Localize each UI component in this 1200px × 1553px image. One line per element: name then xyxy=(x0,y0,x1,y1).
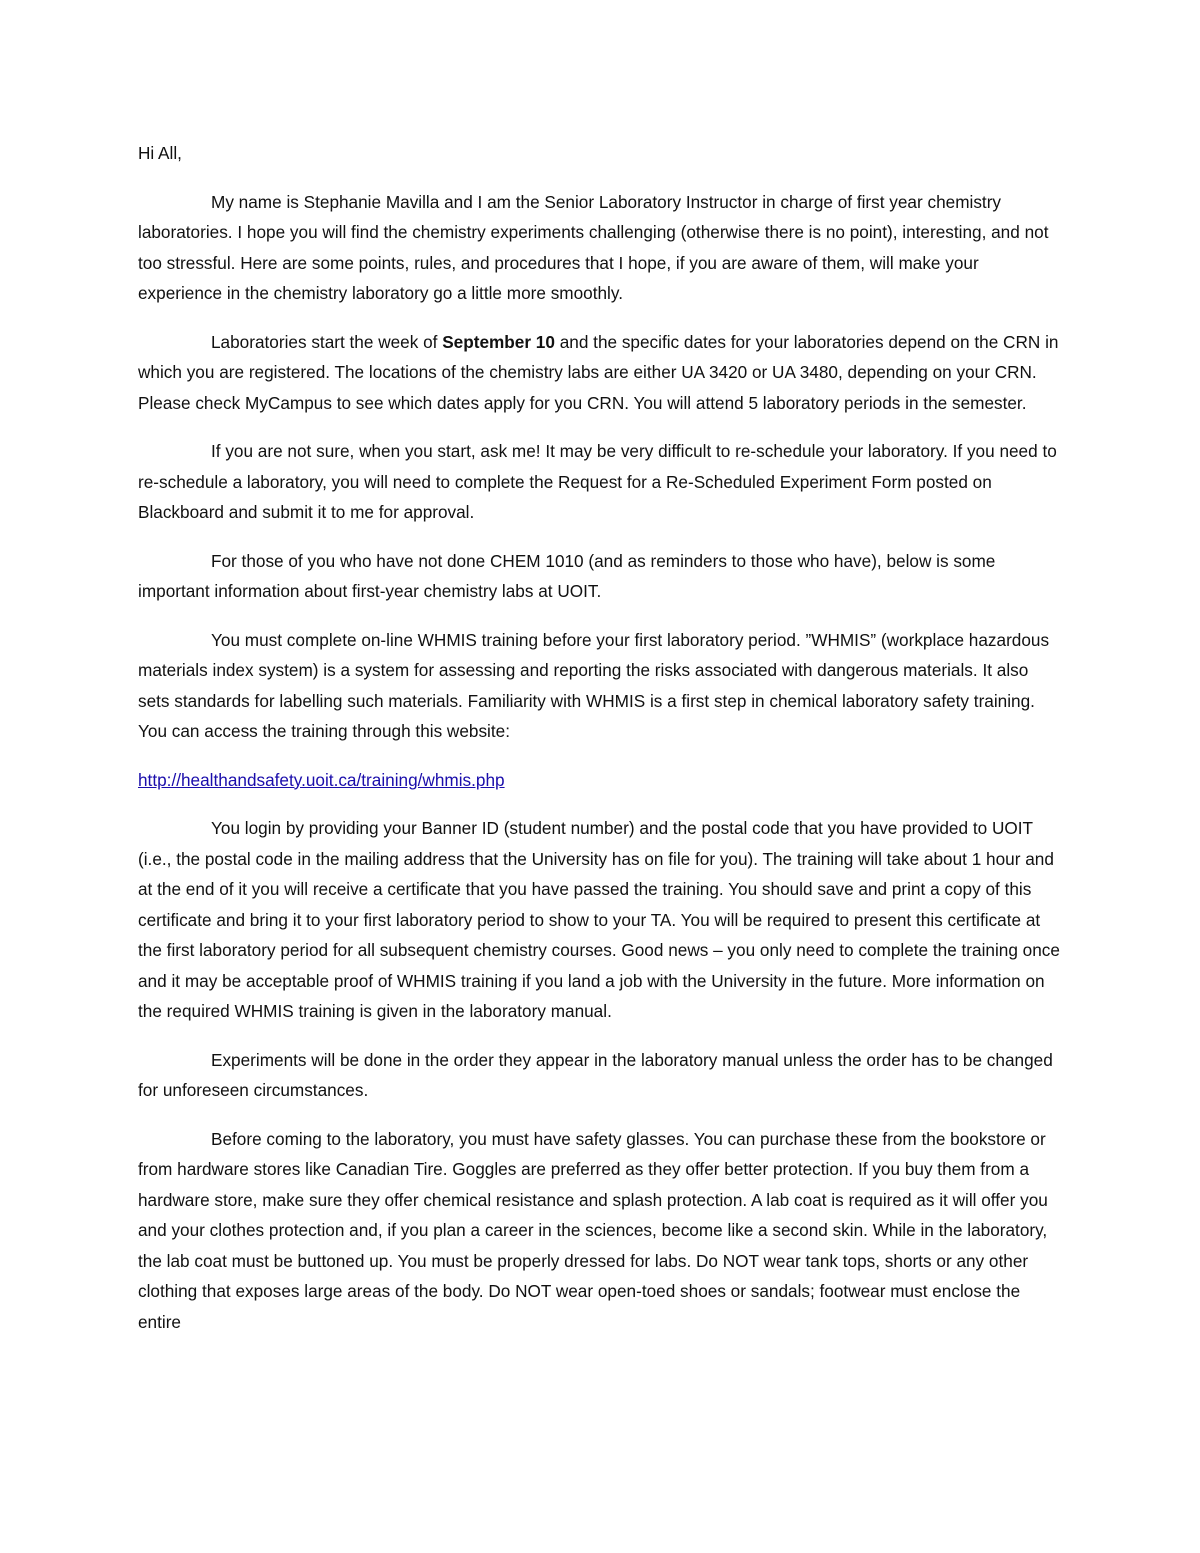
greeting: Hi All, xyxy=(138,143,182,163)
paragraph-safety-equipment: Before coming to the laboratory, you must have safety glasses. You can purchase these from the bookstore or from hardware stores like Canadian Tire. Goggles are preferred as they offer better protection. If you buy them from a hardware store, make sure they offer chemical resistance and splash protection. A lab coat is required as it will offer you and your clothes protection and, if you plan a career in the sciences, become like a second skin. While in the laboratory, the lab coat must be buttoned up. You must be properly dressed for labs. Do NOT wear tank tops, shorts or any other clothing that exposes large areas of the body. Do NOT wear open-toed shoes or sandals; footwear must enclose the entire xyxy=(138,1128,1048,1332)
start-date-bold: September 10 xyxy=(442,331,555,352)
whmis-link-line xyxy=(138,765,1060,796)
document-page xyxy=(138,138,1060,1355)
lab-schedule-text-start: Laboratories start the week of xyxy=(211,331,443,352)
paragraph-login-certificate: You login by providing your Banner ID (student number) and the postal code that you have provided to UOIT (i.e., the postal code in the mailing address that the University has on file for you). The training will take about 1 hour and at the end of it you will receive a certificate that you have passed the training. You should save and print a copy of this certificate and bring it to your first laboratory period to show to your TA. You will be required to present this certificate at the first laboratory period for all subsequent chemistry courses. Good news – you only need to complete the training once and it may be acceptable proof of WHMIS training if you land a job with the University in the future. More information on the required WHMIS training is given in the laboratory manual. xyxy=(138,818,1060,1021)
paragraph-reschedule: If you are not sure, when you start, ask me! It may be very difficult to re-schedule your laboratory. If you need to re-schedule a laboratory, you will need to complete the Request for a Re-Scheduled Experiment Form posted on Blackboard and submit it to me for approval. xyxy=(138,441,1057,522)
paragraph-chem-1010: For those of you who have not done CHEM 1010 (and as reminders to those who have), below is some important information about first-year chemistry labs at UOIT. xyxy=(138,550,996,601)
lab-schedule-text-end: and the specific dates for your laboratories depend on the CRN in which you are registered. The locations of the chemistry labs are either UA 3420 or UA 3480, depending on your CRN. Please check MyCampus to see which dates apply for you CRN. You will attend 5 laboratory periods in the semester. xyxy=(138,331,1059,413)
paragraph-introduction: My name is Stephanie Mavilla and I am the Senior Laboratory Instructor in charge of first year chemistry laboratories. I hope you will find the chemistry experiments challenging (otherwise there is no point), interesting, and not too stressful. Here are some points, rules, and procedures that I hope, if you are aware of them, will make your experience in the chemistry laboratory go a little more smoothly. xyxy=(138,191,1049,303)
whmis-training-link[interactable]: http://healthandsafety.uoit.ca/training/whmis.php xyxy=(138,769,505,790)
paragraph-lab-schedule xyxy=(138,327,1060,419)
paragraph-experiment-order: Experiments will be done in the order they appear in the laboratory manual unless the order has to be changed for unforeseen circumstances. xyxy=(138,1049,1053,1100)
paragraph-whmis-training: You must complete on-line WHMIS training before your first laboratory period. ”WHMIS” (workplace hazardous materials index system) is a system for assessing and reporting the risks associated with dangerous materials. It also sets standards for labelling such materials. Familiarity with WHMIS is a first step in chemical laboratory safety training. You can access the training through this website: xyxy=(138,629,1050,741)
